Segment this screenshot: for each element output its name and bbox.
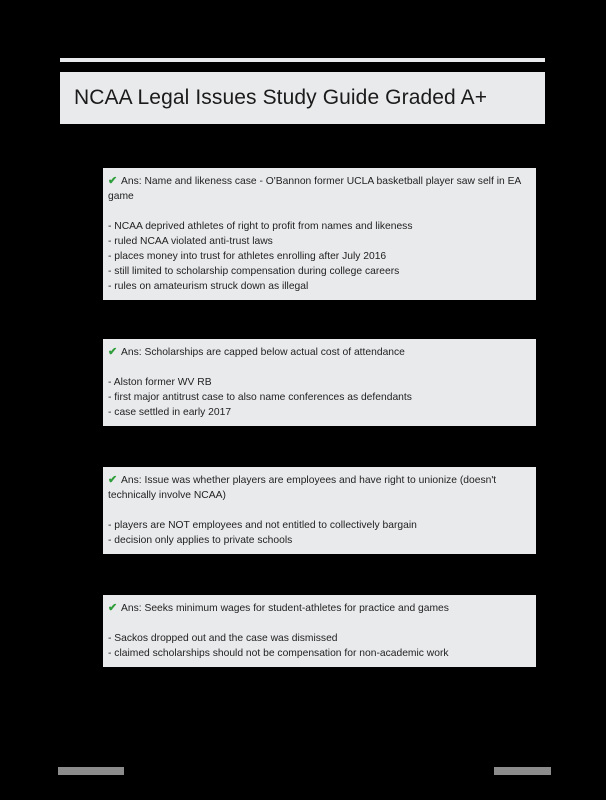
bullet-point: - case settled in early 2017 — [108, 407, 232, 418]
bullet-point: - Alston former WV RB — [108, 377, 212, 388]
bullet-point: - claimed scholarships should not be compensation for non-academic work — [108, 648, 449, 659]
bullet-point: - ruled NCAA violated anti-trust laws — [108, 236, 273, 247]
answer-text: Ans: Seeks minimum wages for student-athletes for practice and games — [121, 603, 449, 614]
answer-line — [108, 174, 530, 204]
answer-card — [103, 595, 536, 667]
answer-card — [103, 168, 536, 300]
bullet-point: - players are NOT employees and not entitled to collectively bargain — [108, 520, 417, 531]
bullet-point: - first major antitrust case to also name conferences as defendants — [108, 392, 412, 403]
bullet-point: - NCAA deprived athletes of right to profit from names and likeness — [108, 221, 413, 232]
check-icon: ✔ — [108, 175, 118, 187]
answer-line — [108, 473, 530, 503]
answer-text: Ans: Name and likeness case - O'Bannon former UCLA basketball player saw self in EA game — [108, 176, 521, 202]
bullet-point: - places money into trust for athletes enrolling after July 2016 — [108, 251, 387, 262]
answer-line — [108, 345, 530, 360]
bullet-point: - decision only applies to private schools — [108, 535, 293, 546]
footer-watermark-left — [58, 767, 124, 775]
bullet-point: - still limited to scholarship compensation during college careers — [108, 266, 400, 277]
answer-card — [103, 339, 536, 426]
check-icon: ✔ — [108, 602, 118, 614]
header-rule — [60, 58, 545, 62]
answer-line — [108, 601, 530, 616]
bullet-point: - rules on amateurism struck down as illegal — [108, 281, 309, 292]
check-icon: ✔ — [108, 474, 118, 486]
check-icon: ✔ — [108, 346, 118, 358]
answer-card — [103, 467, 536, 554]
bullet-point: - Sackos dropped out and the case was dismissed — [108, 633, 338, 644]
answer-text: Ans: Issue was whether players are employees and have right to unionize (doesn't technically involve NCAA) — [108, 475, 497, 501]
footer-page-number — [494, 767, 551, 775]
answer-text: Ans: Scholarships are capped below actual cost of attendance — [121, 347, 405, 358]
title-bar — [60, 72, 545, 124]
page-title: NCAA Legal Issues Study Guide Graded A+ — [74, 86, 488, 109]
